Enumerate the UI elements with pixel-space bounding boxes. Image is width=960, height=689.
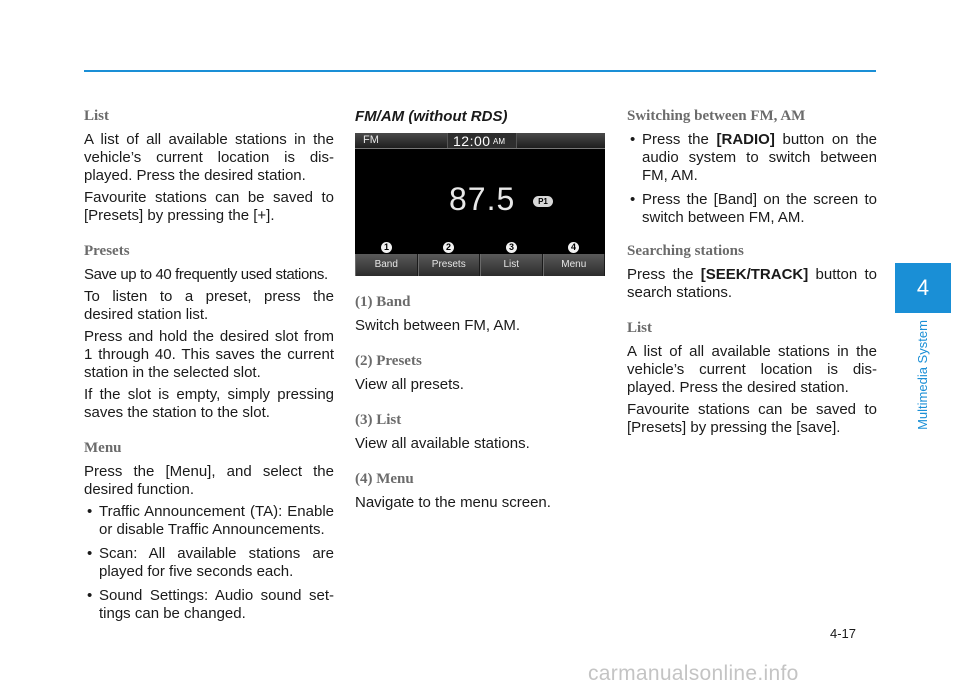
menu-heading: Menu <box>84 440 122 456</box>
list-item: • Press the [Band] on the screen to switch between FM, AM. <box>627 191 877 227</box>
list-item: • Sound Settings: Audio sound set-tings can be changed. <box>84 587 334 623</box>
column-middle <box>355 108 605 516</box>
column-left <box>84 108 334 629</box>
softkey-list: List <box>480 254 543 276</box>
list-item-text: View all available stations. <box>355 435 530 452</box>
presets-paragraph-4: If the slot is empty, simply pressing saves the station to the slot. <box>84 386 334 421</box>
presets-paragraph-3: Press and hold the desired slot from 1 through 40. This saves the current station in the selected slot. <box>84 328 334 381</box>
callout-3: 3 <box>506 242 517 253</box>
band-heading: (1) Band <box>355 294 411 310</box>
callout-4: 4 <box>568 242 579 253</box>
menu-bullet-list <box>84 503 334 623</box>
menu-item-heading: (4) Menu <box>355 471 414 487</box>
switching-heading: Switching between FM, AM <box>627 108 806 124</box>
list-paragraph-right-2: Favourite stations can be saved to [Presets] by pressing the [save]. <box>627 401 877 436</box>
searching-paragraph: Press the [SEEK/TRACK] button to search stations. <box>627 266 877 301</box>
list-item: • Press the [RADIO] button on the audio system to switch between FM, AM. <box>627 131 877 185</box>
screen-frequency: 87.5 <box>449 181 516 217</box>
column-right <box>627 108 877 441</box>
list-paragraph-1: A list of all available stations in the vehicle’s current location is dis-played. Press the desired station. <box>84 131 334 184</box>
switching-bullet-list <box>627 131 877 227</box>
presets-heading: Presets <box>84 243 130 259</box>
screen-ampm: AM <box>493 137 505 146</box>
callout-2: 2 <box>443 242 454 253</box>
fm-am-heading: FM/AM (without RDS) <box>355 108 508 125</box>
list-item: • Scan: All available stations are played for five seconds each. <box>84 545 334 581</box>
page-number: 4-17 <box>830 626 857 641</box>
presets-paragraph-1: Save up to 40 frequently used stations. <box>84 266 328 283</box>
presets-paragraph-2: To listen to a preset, press the desired station list. <box>84 288 334 323</box>
radio-screen-illustration <box>355 133 605 276</box>
screen-softkey-bar <box>355 254 605 276</box>
watermark: carmanualsonline.info <box>588 662 799 685</box>
menu-item-text: Navigate to the menu screen. <box>355 494 551 511</box>
screen-preset-badge: P1 <box>533 196 553 207</box>
screen-clock: 12:00 <box>453 133 491 149</box>
band-text: Switch between FM, AM. <box>355 317 521 334</box>
screen-band-label: FM <box>363 134 379 146</box>
list-paragraph-2: Favourite stations can be saved to [Presets] by pressing the [+]. <box>84 189 334 224</box>
top-divider <box>84 70 876 72</box>
searching-heading: Searching stations <box>627 243 744 259</box>
chapter-title: Multimedia System <box>915 320 930 430</box>
softkey-menu: Menu <box>543 254 606 276</box>
callout-1: 1 <box>381 242 392 253</box>
softkey-band: Band <box>355 254 418 276</box>
menu-paragraph: Press the [Menu], and select the desired function. <box>84 463 334 498</box>
list-paragraph-right-1: A list of all available stations in the vehicle’s current location is dis-played. Press the desired station. <box>627 343 877 396</box>
softkey-presets: Presets <box>418 254 481 276</box>
list-heading-right: List <box>627 320 653 336</box>
presets-item-heading: (2) Presets <box>355 353 422 369</box>
list-heading: List <box>84 108 110 124</box>
list-item-heading: (3) List <box>355 412 402 428</box>
chapter-tab: 4 <box>895 263 951 313</box>
presets-item-text: View all presets. <box>355 376 464 393</box>
list-item: • Traffic Announcement (TA): Enable or disable Traffic Announcements. <box>84 503 334 539</box>
